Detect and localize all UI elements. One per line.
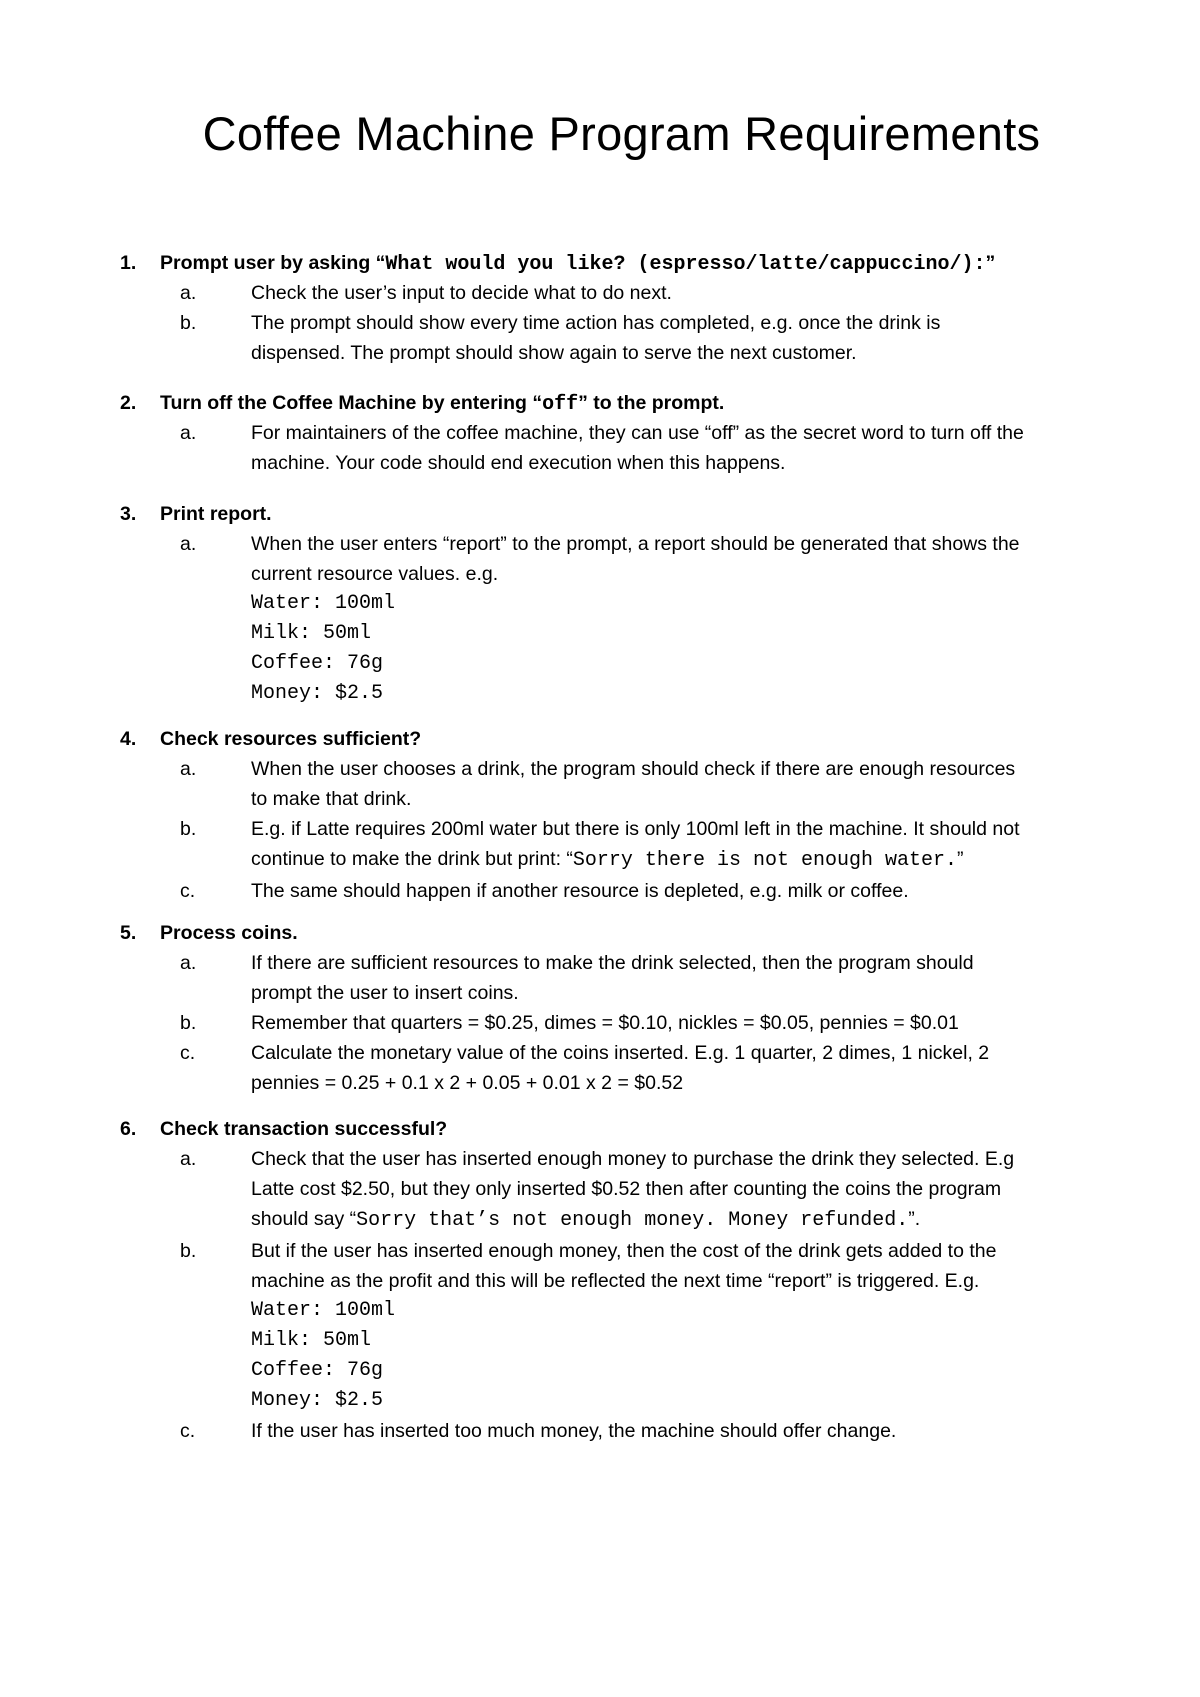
- list-letter: c.: [180, 880, 196, 902]
- list-letter: c.: [180, 1420, 196, 1442]
- list-text: ”: [956, 848, 964, 870]
- list-letter: a.: [180, 758, 197, 780]
- requirement-number: 2.: [120, 392, 137, 414]
- list-letter: a.: [180, 422, 197, 444]
- list-text: Latte cost $2.50, but they only inserted $0.52 then after counting the coins the program: [251, 1178, 1002, 1200]
- list-letter: a.: [180, 1148, 197, 1170]
- heading-code: What would you like? (espresso/latte/cappuccino/):: [385, 253, 986, 276]
- inline-code: Sorry that’s not enough money. Money refunded.: [356, 1209, 909, 1232]
- requirement-4: [120, 724, 1120, 906]
- heading-code: off: [542, 393, 579, 416]
- list-item: [180, 1144, 1120, 1236]
- heading-text: Print report.: [160, 503, 272, 525]
- requirement-5: [120, 918, 1120, 1098]
- list-text: The same should happen if another resource is depleted, e.g. milk or coffee.: [251, 880, 909, 902]
- requirement-number: 1.: [120, 252, 137, 274]
- list-text: If there are sufficient resources to make the drink selected, then the program should: [251, 952, 974, 974]
- requirement-number: 5.: [120, 922, 137, 944]
- list-item: [180, 529, 1120, 709]
- list-text: continue to make the drink but print: “: [251, 848, 573, 870]
- heading-text: Turn off the Coffee Machine by entering “: [160, 392, 543, 414]
- sub-list: [180, 529, 1120, 709]
- list-text: But if the user has inserted enough money, then the cost of the drink gets added to the: [251, 1240, 997, 1262]
- requirement-number: 4.: [120, 728, 137, 750]
- list-text: E.g. if Latte requires 200ml water but there is only 100ml left in the machine. It should not: [251, 818, 1020, 840]
- requirement-heading: [120, 499, 1120, 529]
- heading-text: Process coins.: [160, 922, 298, 944]
- list-text: current resource values. e.g.: [251, 563, 499, 585]
- sub-list: [180, 948, 1120, 1098]
- code-line: Coffee: 76g: [251, 1359, 384, 1382]
- list-letter: c.: [180, 1042, 196, 1064]
- list-text: Calculate the monetary value of the coins inserted. E.g. 1 quarter, 2 dimes, 1 nickel, 2: [251, 1042, 990, 1064]
- list-item: [180, 814, 1120, 876]
- list-letter: b.: [180, 1012, 197, 1034]
- sub-list: [180, 418, 1120, 478]
- list-letter: a.: [180, 533, 197, 555]
- requirement-number: 3.: [120, 503, 137, 525]
- list-text: pennies = 0.25 + 0.1 x 2 + 0.05 + 0.01 x 2 = $0.52: [251, 1072, 684, 1094]
- heading-text: Prompt user by asking “: [160, 252, 386, 274]
- sub-list: [180, 1144, 1120, 1446]
- list-text: Check that the user has inserted enough money to purchase the drink they selected. E.g: [251, 1148, 1015, 1170]
- list-letter: b.: [180, 312, 197, 334]
- requirement-heading: [120, 248, 1120, 278]
- code-line: Milk: 50ml: [251, 1329, 372, 1352]
- sub-list: [180, 278, 1120, 368]
- list-item: [180, 948, 1120, 1008]
- requirement-heading: [120, 918, 1120, 948]
- list-item: [180, 1008, 1120, 1038]
- list-text: When the user enters “report” to the prompt, a report should be generated that shows the: [251, 533, 1020, 555]
- list-text: prompt the user to insert coins.: [251, 982, 519, 1004]
- requirement-number: 6.: [120, 1118, 137, 1140]
- list-item: [180, 278, 1120, 308]
- code-line: Coffee: 76g: [251, 652, 384, 675]
- requirement-2: [120, 388, 1120, 478]
- requirement-1: [120, 248, 1120, 368]
- requirement-heading: [120, 388, 1120, 418]
- heading-text: Check transaction successful?: [160, 1118, 448, 1140]
- heading-text: ” to the prompt.: [578, 392, 725, 414]
- sub-list: [180, 754, 1120, 906]
- list-text: Remember that quarters = $0.25, dimes = $0.10, nickles = $0.05, pennies = $0.01: [251, 1012, 959, 1034]
- list-item: [180, 308, 1120, 368]
- list-item: [180, 418, 1120, 478]
- list-text: dispensed. The prompt should show again to serve the next customer.: [251, 342, 857, 364]
- code-line: Money: $2.5: [251, 1389, 384, 1412]
- list-text: When the user chooses a drink, the program should check if there are enough resources: [251, 758, 1016, 780]
- list-text: ”.: [908, 1208, 921, 1230]
- heading-text: ”: [985, 252, 996, 274]
- code-line: Milk: 50ml: [251, 622, 372, 645]
- list-text: machine as the profit and this will be reflected the next time “report” is triggered. E.g.: [251, 1270, 980, 1292]
- code-line: Money: $2.5: [251, 682, 384, 705]
- list-item: [180, 1236, 1120, 1416]
- requirement-heading: [120, 724, 1120, 754]
- requirement-heading: [120, 1114, 1120, 1144]
- list-letter: b.: [180, 818, 197, 840]
- list-text: The prompt should show every time action has completed, e.g. once the drink is: [251, 312, 941, 334]
- list-text: If the user has inserted too much money, the machine should offer change.: [251, 1420, 897, 1442]
- list-text: Check the user’s input to decide what to do next.: [251, 282, 672, 304]
- list-item: [180, 1416, 1120, 1446]
- list-text: to make that drink.: [251, 788, 412, 810]
- inline-code: Sorry there is not enough water.: [572, 849, 957, 872]
- requirement-3: [120, 499, 1120, 709]
- list-text: For maintainers of the coffee machine, they can use “off” as the secret word to turn off the: [251, 422, 1024, 444]
- list-letter: a.: [180, 952, 197, 974]
- list-item: [180, 754, 1120, 814]
- page-title: Coffee Machine Program Requirements: [202, 107, 1041, 160]
- requirement-6: [120, 1114, 1120, 1446]
- list-text: should say “: [251, 1208, 357, 1230]
- code-line: Water: 100ml: [251, 592, 396, 615]
- list-item: [180, 876, 1120, 906]
- code-line: Water: 100ml: [251, 1299, 396, 1322]
- list-letter: a.: [180, 282, 197, 304]
- list-item: [180, 1038, 1120, 1098]
- list-letter: b.: [180, 1240, 197, 1262]
- heading-text: Check resources sufficient?: [160, 728, 422, 750]
- list-text: machine. Your code should end execution when this happens.: [251, 452, 786, 474]
